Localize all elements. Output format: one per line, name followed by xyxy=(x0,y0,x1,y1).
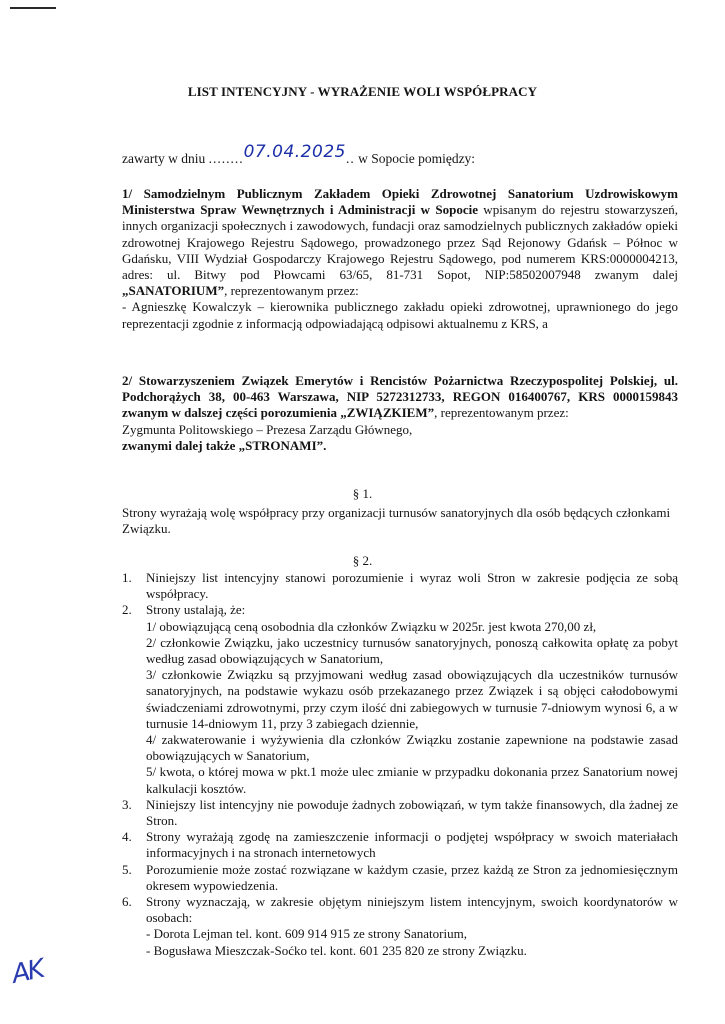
date-line xyxy=(122,142,476,167)
date-suffix: w Sopocie pomiędzy: xyxy=(354,151,476,166)
item-text: Strony ustalają, że: xyxy=(146,602,246,618)
item-number: 3. xyxy=(122,796,132,812)
sub-item: 3/ członkowie Związku są przyjmowani według zasad obowiązujących dla uczestników turnusów sanatoryjnych, na podstawie wykazu osób przekazanego przez Związek i są objęci całodobowymi świadczeniami zdrowotnymi, przy czym ilość dni zabiegowych w turnusie 7-dniowym wynosi 6, a w turnusie 14-dniowym 11, przy 3 zabiegach dziennie, xyxy=(146,667,678,731)
sub-item: 1/ obowiązującą ceną osobodnia dla członków Związku w 2025r. jest kwota 270,00 zł, xyxy=(146,618,597,634)
item-number: 1. xyxy=(122,570,132,585)
section-1-text: Strony wyrażają wolę współpracy przy organizacji turnusów sanatoryjnych dla osób będących członkami Związku. xyxy=(122,505,671,537)
sub-item: - Bogusława Mieszczak-Soćko tel. kont. 601 235 820 ze strony Związku. xyxy=(146,942,527,958)
item-number: 5. xyxy=(122,861,132,877)
scan-edge-mark xyxy=(10,7,56,9)
sub-item: - Dorota Lejman tel. kont. 609 914 915 ze strony Sanatorium, xyxy=(146,926,467,942)
party-2-after: , reprezentowanym przez: xyxy=(434,405,569,421)
date-dots-before: ........ xyxy=(208,151,244,166)
party-1-body: wpisanym do rejestru stowarzyszeń, innych organizacji społecznych i zawodowych, fundacji oraz samodzielnych publicznych zakładów opieki zdrowotnej Krajowego Rejestru Sądowego, prowadzonego przez Sąd Rejonowy Gdańsk – Północ w Gdańsku, VIII Wydział Gospodarczy Krajowego Rejestru Sądowego, pod numerem KRS:0000004213, adres: ul. Bitwy pod Płowcami 63/65, 81-731 Sopot, NIP:58502007948 zwanym dalej xyxy=(122,202,678,283)
parties-definition: zwanymi dalej także „STRONAMI”. xyxy=(122,437,327,453)
date-dots-after: .. xyxy=(345,151,355,166)
party-1-after: , reprezentowanym przez: xyxy=(224,283,359,299)
section-2-heading: § 2. xyxy=(352,553,373,568)
item-number: 2. xyxy=(122,602,132,618)
item-number: 4. xyxy=(122,829,132,845)
party-1-name: 1/ Samodzielnym Publicznym Zakładem Opieki Zdrowotnej Sanatorium Uzdrowiskowym Ministerstwa Spraw Wewnętrznych i Administracji w Sopocie xyxy=(122,186,678,218)
party-2-paragraph xyxy=(122,373,678,454)
document-title: LIST INTENCYJNY - WYRAŻENIE WOLI WSPÓŁPRACY xyxy=(187,84,538,99)
date-prefix: zawarty w dniu xyxy=(122,151,209,166)
party-1-paragraph xyxy=(122,186,678,332)
list-item xyxy=(122,570,678,602)
list-item xyxy=(122,602,678,796)
handwritten-date: 07.04.2025 xyxy=(243,142,346,162)
item-text: Niniejszy list intencyjny stanowi porozumienie i wyraz woli Stron w zakresie podjęcia ze sobą współpracy. xyxy=(146,570,678,602)
list-item xyxy=(122,797,678,829)
list-item xyxy=(122,829,678,861)
party-2-name: 2/ Stowarzyszeniem Związek Emerytów i Rencistów Pożarnictwa Rzeczypospolitej Polskiej, ul. Podchorążych 38, 00-463 Warszawa, NIP 5272312733, REGON 016400767, KRS 0000159843 zwanym w dalszej części porozumienia xyxy=(122,373,678,421)
sub-item: 2/ członkowie Związku, jako uczestnicy turnusów sanatoryjnych, ponoszą całkowita opłatę za pobyt według zasad obowiązujących w Sanatorium, xyxy=(146,634,678,667)
item-text: Niniejszy list intencyjny nie powoduje żadnych zobowiązań, w tym także finansowych, dla żadnej ze Stron. xyxy=(146,796,678,829)
list-item xyxy=(122,894,678,959)
sub-item: 5/ kwota, o której mowa w pkt.1 może ulec zmianie w przypadku dokonania przez Sanatorium nowej kalkulacji kosztów. xyxy=(146,764,678,796)
party-1-alias: „SANATORIUM” xyxy=(122,283,225,299)
sub-item: 4/ zakwaterowanie i wyżywienia dla członków Związku zostanie zapewnione na podstawie zasad obowiązujących w Sanatorium, xyxy=(146,732,678,764)
item-text: Strony wyrażają zgodę na zamieszczenie informacji o podjętej współpracy w swoich materiałach informacyjnych i na stronach internetowych xyxy=(146,829,678,861)
section-2-list xyxy=(122,570,678,959)
handwritten-initials-signature: AK xyxy=(9,954,46,990)
item-number: 6. xyxy=(122,894,132,910)
party-2-representative: Zygmunta Politowskiego – Prezesa Zarządu Głównego, xyxy=(122,421,413,437)
party-2-alias: „ZWIĄZKIEM” xyxy=(336,405,435,421)
item-text: Porozumienie może zostać rozwiązane w każdym czasie, przez każdą ze Stron za jednomiesięcznym okresem wypowiedzenia. xyxy=(146,861,678,893)
party-1-representative: - Agnieszkę Kowalczyk – kierownika publicznego zakładu opieki zdrowotnej, uprawnionego do jego reprezentacji zgodnie z informacją odpowiadającą odpisowi aktualnemu z KRS, a xyxy=(122,299,678,331)
item-text: Strony wyznaczają, w zakresie objętym niniejszym listem intencyjnym, swoich koordynatorów w osobach: xyxy=(146,894,678,926)
list-item xyxy=(122,862,678,894)
section-1-heading: § 1. xyxy=(352,486,373,501)
